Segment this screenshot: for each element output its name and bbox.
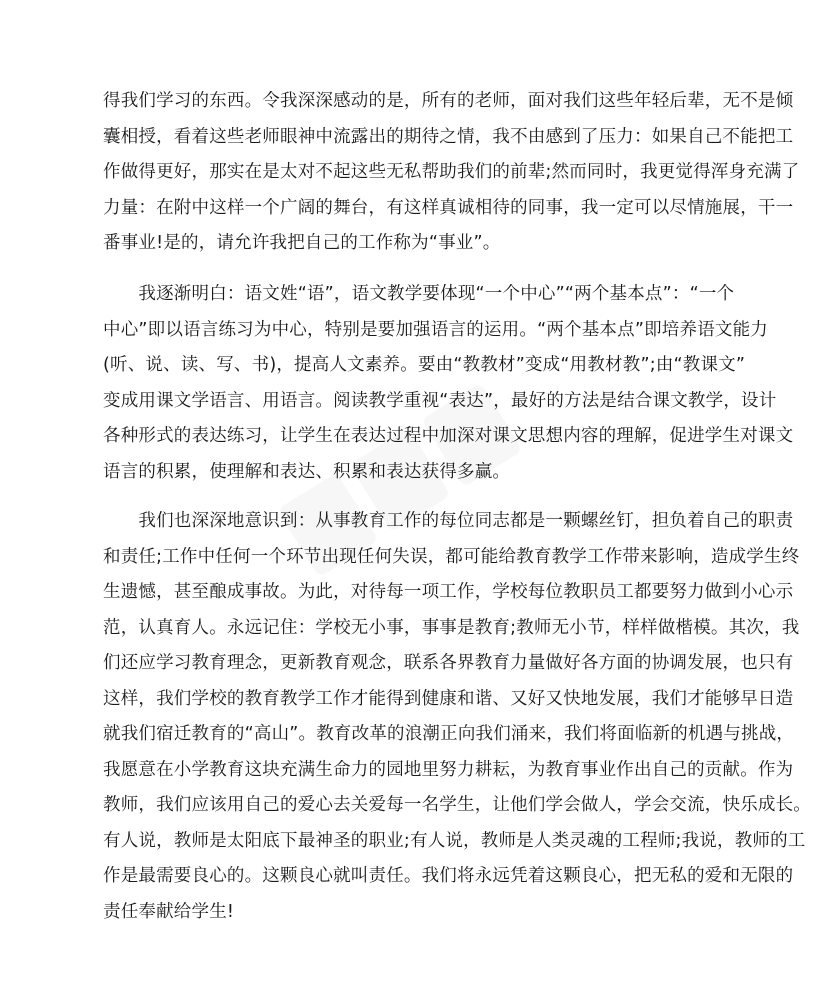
text-line: (听、说、读、写、书)，提高人文素养。要由“教教材”变成“用教材教”;由“教课文” [103,355,746,375]
text-line: 我们也深深地意识到：从事教育工作的每位同志都是一颗螺丝钉，担负着自己的职责 [103,511,794,531]
text-line: 责任奉献给学生! [103,901,235,922]
text-line: 就我们宿迁教育的“高山”。教育改革的浪潮正向我们涌来，我们将面临新的机遇与挑战， [103,724,795,744]
text-line: 生遗憾，甚至酿成事故。为此，对待每一项工作，学校每位教职员工都要努力做到小心示 [103,582,794,602]
text-line: 变成用课文学语言、用语言。阅读教学重视“表达”，最好的方法是结合课文教学，设计 [103,390,777,411]
text-line: 各种形式的表达练习，让学生在表达过程中加深对课文思想内容的理解，促进学生对课文 [103,426,794,446]
text-line: 这样，我们学校的教育教学工作才能得到健康和谐、又好又快地发展，我们才能够早日造 [103,688,794,709]
text-line: 囊相授，看着这些老师眼神中流露出的期待之情，我不由感到了压力：如果自己不能把工 [103,126,794,147]
text-line: 有人说，教师是太阳底下最神圣的职业;有人说，教师是人类灵魂的工程师;我说，教师的工 [103,830,806,851]
text-line: 教师，我们应该用自己的爱心去关爱每一名学生，让他们学会做人，学会交流，快乐成长。 [103,795,811,815]
text-line: 力量：在附中这样一个广阔的舞台，有这样真诚相待的同事，我一定可以尽情施展，干一 [103,197,794,218]
text-line: 中心”即以语言练习为中心，特别是要加强语言的运用。“两个基本点”即培养语文能力 [103,319,768,340]
text-line: 和责任;工作中任何一个环节出现任何失误，都可能给教育教学工作带来影响，造成学生终 [103,546,800,567]
text-line: 我愿意在小学教育这块充满生命力的园地里努力耕耘，为教育事业作出自己的贡献。作为 [103,759,794,780]
text-line: 得我们学习的东西。令我深深感动的是，所有的老师，面对我们这些年轻后辈，无不是倾 [103,91,794,111]
paragraph-1 [103,84,800,262]
text-line: 范，认真育人。永远记住：学校无小事，事事是教育;教师无小节，样样做楷模。其次，我 [103,617,800,638]
text-line: 番事业!是的，请允许我把自己的工作称为“事业”。 [103,233,501,253]
paragraph-2 [103,277,794,490]
text-line: 们还应学习教育理念，更新教育观念，联系各界教育力量做好各方面的协调发展，也只有 [103,653,794,673]
text-line: 作做得更好，那实在是太对不起这些无私帮助我们的前辈;然而同时，我更觉得浑身充满了 [103,162,800,182]
text-line: 语言的积累，使理解和表达、积累和表达获得多赢。 [103,461,511,482]
paragraph-3 [103,504,811,930]
text-line: 我逐渐明白：语文姓“语”，语文教学要体现“一个中心”“两个基本点”：“一个 [103,284,735,304]
text-line: 作是最需要良心的。这颗良心就叫责任。我们将永远凭着这颗良心，把无私的爱和无限的 [103,866,794,886]
